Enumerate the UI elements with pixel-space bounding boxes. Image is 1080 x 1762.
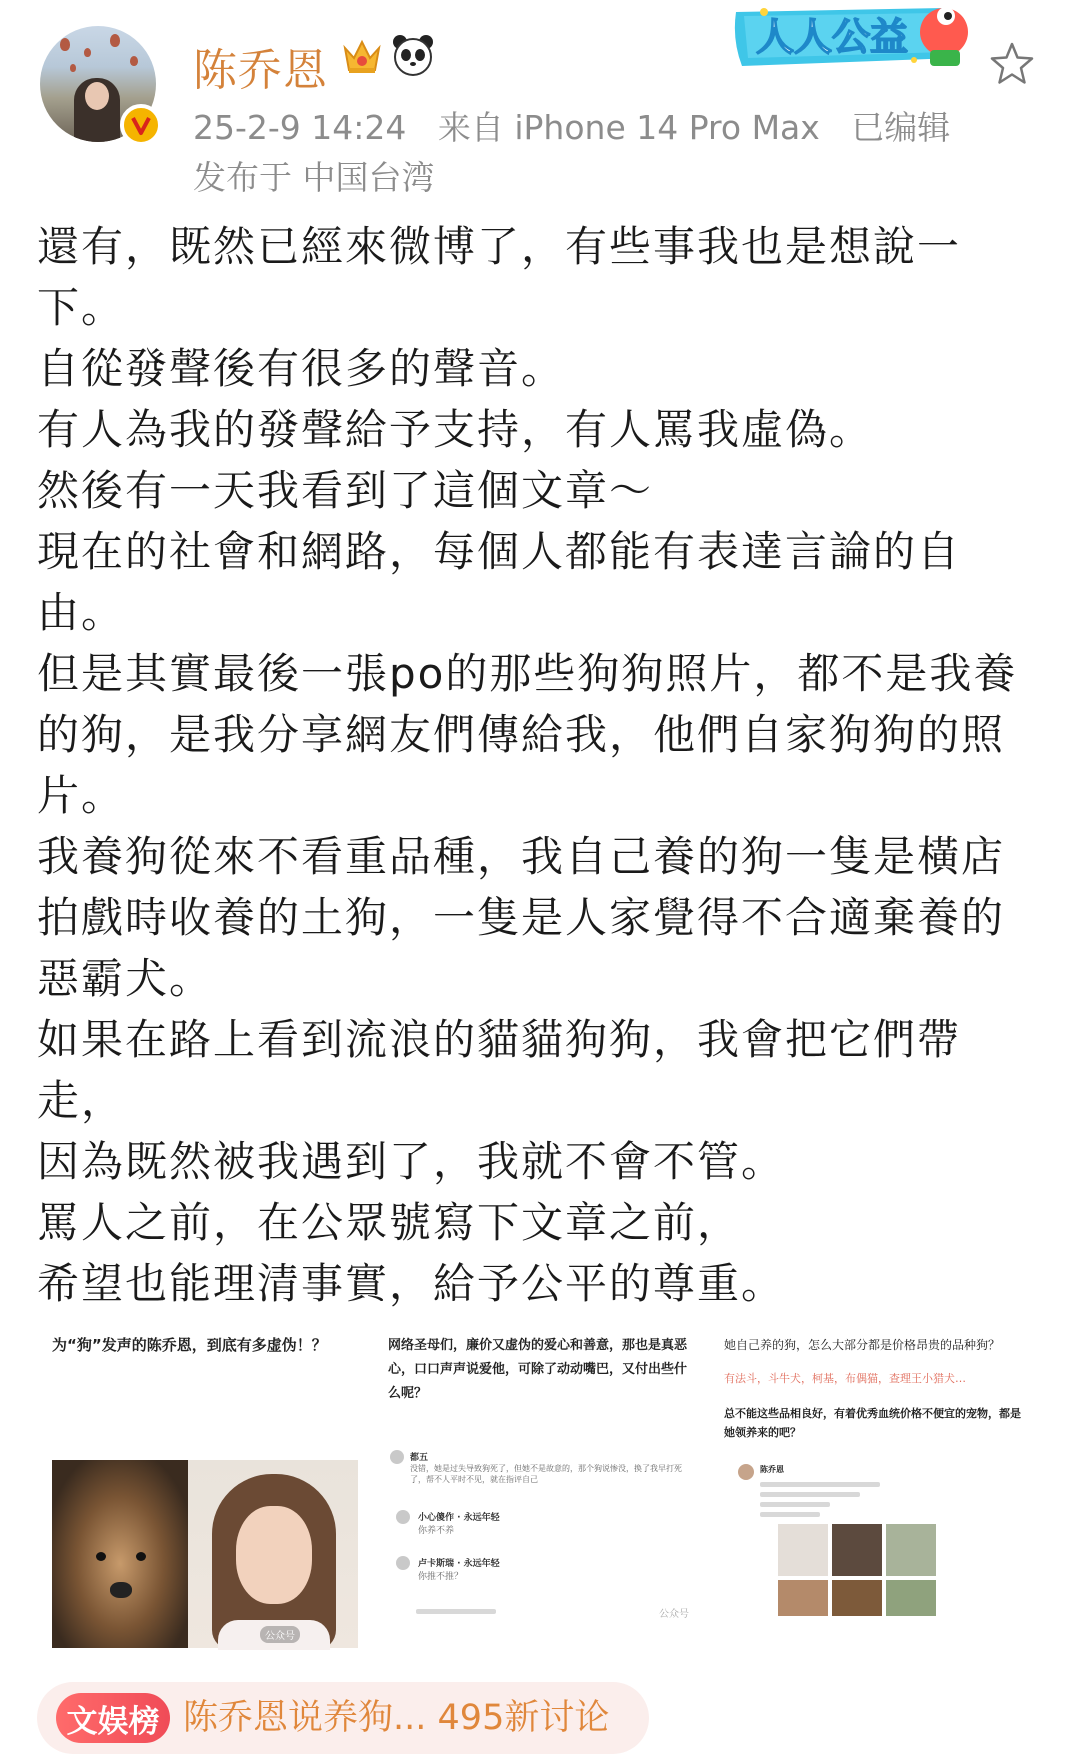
woman-photo [188,1460,358,1648]
post-paragraph: 罵人之前，在公眾號寫下文章之前， [37,1198,742,1247]
post-paragraph: 但是其實最後一張po的那些狗狗照片，都不是我養的狗，是我分享網友們傳給我，他們自家狗狗的照片。 [37,649,1018,820]
hot-tag-count: 495新讨论 [437,1698,610,1738]
post-paragraph: 我養狗從來不看重品種，我自己養的狗一隻是橫店拍戲時收養的土狗，一隻是人家覺得不合適棄養的惡霸犬。 [37,832,1006,1003]
author-name[interactable]: 陈乔恩 [193,45,328,96]
post-content [37,216,1047,1314]
post-timestamp: 25-2-9 14:24 [193,108,407,147]
embedded-author: 陈乔恩 [760,1465,784,1474]
comment-item [390,1450,692,1485]
hot-tag-title: 陈乔恩说养狗... [183,1698,427,1738]
comment-name: 小心傻作 · 永远年轻 [418,1513,500,1523]
dog-photo [52,1460,188,1648]
post-image-1[interactable] [40,1326,370,1656]
post-location: 发布于 中国台湾 [193,158,435,197]
favorite-star-icon[interactable] [988,40,1036,88]
verified-v-icon [120,104,162,146]
crown-icon [340,34,384,78]
post-paragraph: 希望也能理清事實，給予公平的尊重。 [37,1259,786,1308]
post-paragraph: 還有，既然已經來微博了，有些事我也是想說一下。 [37,222,962,332]
image-2-title: 网络圣母们，廉价又虚伪的爱心和善意，那也是真恶心，口口声声说爱他，可除了动动嘴巴，又付出些什么呢？ [388,1338,688,1401]
image-3-breeds: 有法斗，斗牛犬，柯基，布偶猫，查理王小猎犬… [724,1372,966,1385]
post-paragraph: 現在的社會和網路，每個人都能有表達言論的自由。 [37,527,962,637]
comment-text: 你养不养 [418,1526,455,1536]
post-paragraph: 因為既然被我遇到了，我就不會不管。 [37,1137,786,1186]
post-image-3[interactable] [712,1326,1042,1656]
image-watermark: 公众号 [659,1609,689,1620]
post-meta [193,102,950,149]
edited-label[interactable]: 已编辑 [851,108,951,147]
image-3-question: 总不能这些品相良好，有着优秀血统价格不便宜的宠物，都是她领养来的吧？ [724,1407,1021,1439]
charity-label: 人人公益 [756,15,909,59]
post-paragraph: 自從發聲後有很多的聲音。 [37,344,566,393]
post-paragraph: 有人為我的發聲給予支持，有人罵我虛偽。 [37,405,874,454]
panda-icon [390,32,436,78]
post-source: 来自 iPhone 14 Pro Max [437,108,820,147]
post-paragraph: 如果在路上看到流浪的貓貓狗狗，我會把它們帶走， [37,1015,962,1125]
image-3-title: 她自己养的狗，怎么大部分都是价格昂贵的品种狗？ [724,1338,1001,1352]
hot-tag-badge: 文娱榜 [56,1693,170,1743]
comment-text: 没错，她是过失导致狗死了，但她不是故意的，那个狗说惨没，换了我早打死了，帮不人平时不见，就在指评自己 [410,1464,682,1484]
post-image-2[interactable] [376,1326,706,1656]
hot-tag-text[interactable] [183,1693,609,1743]
charity-banner[interactable] [734,0,982,78]
comment-item [390,1510,692,1536]
comment-name: 都五 [410,1453,429,1463]
post-paragraph: 然後有一天我看到了這個文章～ [37,466,654,515]
image-watermark: 公众号 [260,1626,300,1643]
comment-item [390,1556,692,1582]
comment-text: 你推不推？ [418,1572,464,1582]
comment-name: 卢卡斯瑞 · 永远年轻 [418,1559,500,1569]
image-1-title: 为“狗”发声的陈乔恩，到底有多虚伪！？ [52,1336,327,1354]
